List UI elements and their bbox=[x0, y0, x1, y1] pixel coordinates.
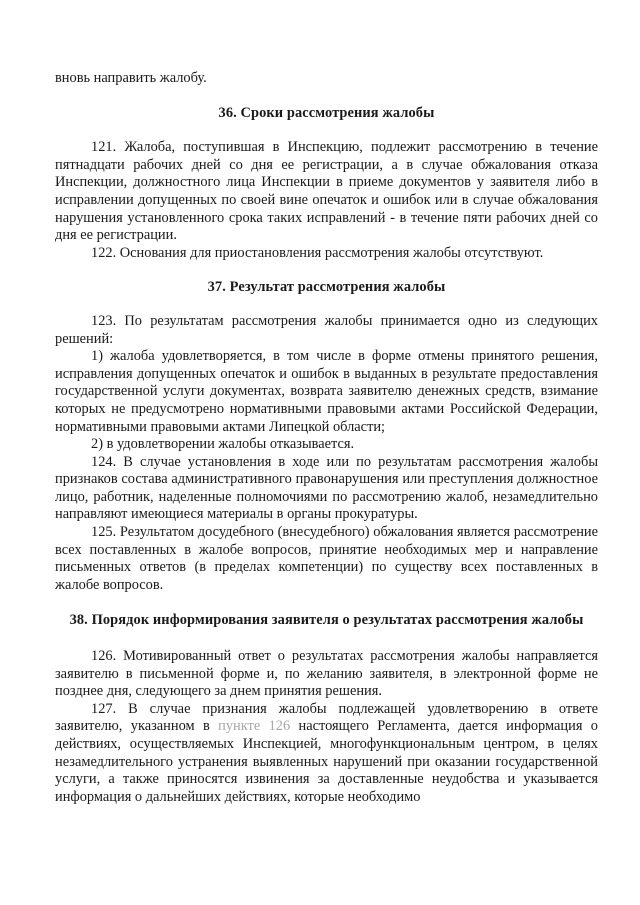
section-37-heading: 37. Результат рассмотрения жалобы bbox=[207, 279, 446, 296]
paragraph-127-text-before: 127. В случае признания жалобы подлежащей удовлетворению в ответе заявителю, указанном в bbox=[55, 700, 598, 735]
paragraph-126-reference-link[interactable]: пункте 126 bbox=[218, 718, 291, 735]
paragraph-123-item-2: 2) в удовлетворении жалобы отказывается. bbox=[91, 436, 355, 453]
paragraph-125: 125. Результатом досудебного (внесудебного) обжалования является рассмотрение всех поставленных в жалобе вопросов, принятие необходимых мер и направление письменных ответов (в пределах компетенции) по существу всех поставленных в жалобе вопросов. bbox=[55, 524, 598, 593]
paragraph-127-text-after: настоящего Регламента, дается информация о действиях, осуществляемых Инспекцией, многофункциональным центром, в целях незамедлительного устранения выявленных нарушений при оказании государственной услуги, а также приносятся извинения за доставленные неудобства и указывается информация о дальнейших действиях, которые необходимо bbox=[55, 718, 598, 805]
paragraph-127 bbox=[55, 701, 598, 807]
paragraph-123: 123. По результатам рассмотрения жалобы принимается одно из следующих решений: bbox=[55, 312, 598, 347]
paragraph-121: 121. Жалоба, поступившая в Инспекцию, подлежит рассмотрению в течение пятнадцати рабочих дней со дня ее регистрации, а в случае обжалования отказа Инспекции, должностного лица Инспекции в приеме документов у заявителя либо в исправлении допущенных по своей вине опечаток и ошибок или в случае обжалования нарушения установленного срока таких исправлений - в течение пяти рабочих дней со дня ее регистрации. bbox=[55, 139, 598, 244]
paragraph-126: 126. Мотивированный ответ о результатах рассмотрения жалобы направляется заявителю в письменной форме и, по желанию заявителя, в электронной форме не позднее дня, следующего за днем принятия решения. bbox=[55, 648, 598, 700]
section-38-heading: 38. Порядок информирования заявителя о результатах рассмотрения жалобы bbox=[69, 612, 584, 629]
section-36-heading: 36. Сроки рассмотрения жалобы bbox=[218, 104, 435, 121]
lead-paragraph: вновь направить жалобу. bbox=[55, 70, 207, 86]
document-body bbox=[55, 70, 598, 806]
paragraph-124: 124. В случае установления в ходе или по результатам рассмотрения жалобы признаков состава административного правонарушения или преступления должностное лицо, работник, наделенные полномочиями по рассмотрению жалоб, незамедлительно направляют имеющиеся материалы в органы прокуратуры. bbox=[55, 453, 598, 523]
paragraph-123-item-1: 1) жалоба удовлетворяется, в том числе в форме отмены принятого решения, исправления допущенных опечаток и ошибок в выданных в результате предоставления государственной услуги документах, возврата заявителю денежных средств, взимание которых не предусмотрено нормативными правовыми актами Российской Федерации, нормативными правовыми актами Липецкой области; bbox=[55, 348, 598, 435]
paragraph-122: 122. Основания для приостановления рассмотрения жалобы отсутствуют. bbox=[91, 244, 544, 261]
